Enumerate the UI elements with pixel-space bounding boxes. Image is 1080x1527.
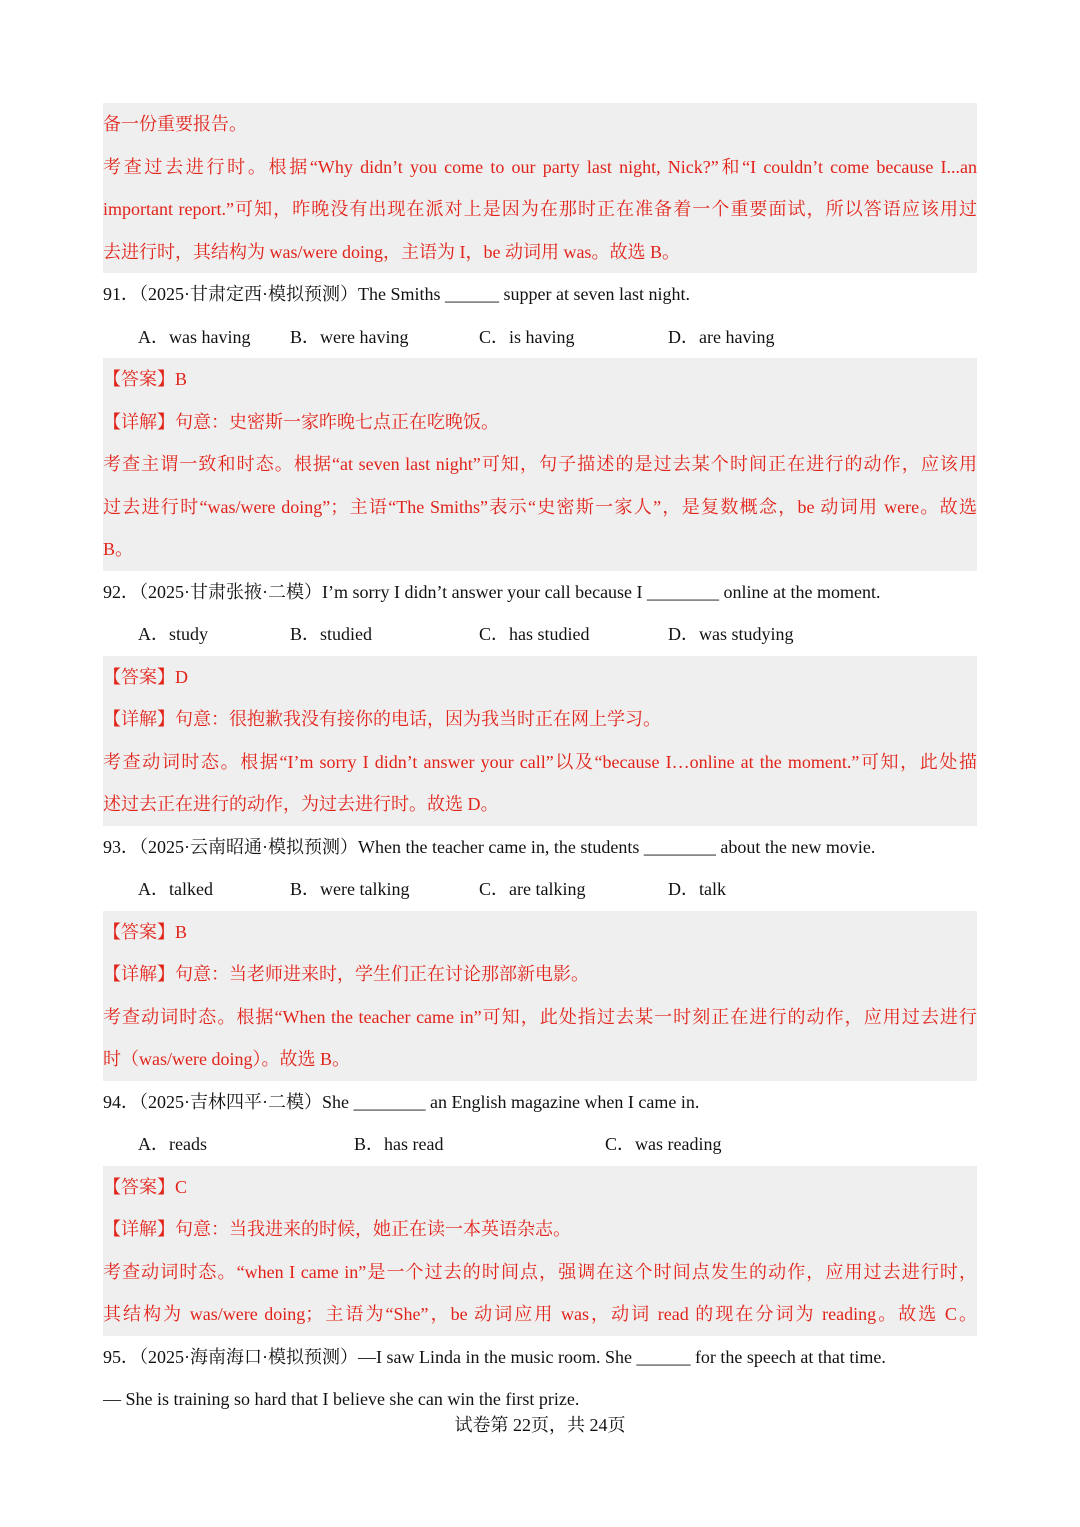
detail-text: 【详解】句意：很抱歉我没有接你的电话，因为我当时正在网上学习。	[103, 709, 661, 729]
option-d: D．talk	[668, 879, 726, 899]
option-a: A．talked	[138, 879, 213, 899]
explanation-line: 时（was/were doing）。故选 B。	[103, 1049, 350, 1069]
question-92	[103, 571, 977, 826]
explanation-line: 考查动词时态。“when I came in”是一个过去的时间点，强调在这个时间点发生的动作，应用过去进行时，	[103, 1261, 977, 1282]
answer-block	[103, 1166, 977, 1336]
question-stem: 91．（2025·甘肃定西·模拟预测）The Smiths ______ supper at seven last night.	[103, 284, 690, 304]
explanation-line: 考查动词时态。根据“When the teacher came in”可知，此处指过去某一时刻正在进行的动作，应用过去进行	[103, 1006, 977, 1027]
option-d: D．are having	[668, 326, 775, 347]
option-b: B．were having	[290, 326, 409, 347]
dialogue-reply: — She is training so hard that I believe she can win the first prize.	[103, 1389, 580, 1409]
option-c: C．are talking	[479, 879, 586, 899]
question-95	[103, 1336, 977, 1421]
detail-text: 【详解】句意：当老师进来时，学生们正在讨论那部新电影。	[103, 964, 589, 984]
question-94	[103, 1081, 977, 1336]
page-content	[103, 103, 977, 1421]
options-row	[103, 613, 977, 656]
prev-line: 备一份重要报告。	[103, 114, 247, 134]
prev-line: 考查过去进行时。根据“Why didn’t you come to our party last night, Nick?”和“I couldn’t come because I...an	[103, 156, 977, 177]
option-d: D．was studying	[668, 624, 794, 644]
answer-label: 【答案】C	[103, 1176, 188, 1197]
option-a: A．was having	[138, 326, 251, 347]
explanation-line: B。	[103, 539, 134, 559]
options-row	[103, 316, 977, 359]
answer-block	[103, 358, 977, 571]
explanation-line: 过去进行时“was/were doing”；主语“The Smiths”表示“史密斯一家人”，是复数概念，be 动词用 were。故选	[103, 496, 977, 517]
prev-explanation-block	[103, 103, 977, 273]
question-stem: 95．（2025·海南海口·模拟预测）—I saw Linda in the music room. She ______ for the speech at that time.	[103, 1346, 886, 1367]
explanation-line: 考查主谓一致和时态。根据“at seven last night”可知，句子描述的是过去某个时间正在进行的动作，应该用	[103, 454, 977, 474]
option-c: C．is having	[479, 326, 575, 347]
prev-line: important report.”可知，昨晚没有出现在派对上是因为在那时正在准备着一个重要面试，所以答语应该用过	[103, 199, 977, 219]
option-a: A．reads	[138, 1134, 207, 1154]
explanation-line: 其结构为 was/were doing；主语为“She”，be 动词应用 was，动词 read 的现在分词为 reading。故选 C。	[103, 1304, 977, 1324]
option-b: B．studied	[290, 624, 373, 644]
options-row	[103, 1123, 977, 1166]
detail-text: 【详解】句意：当我进来的时候，她正在读一本英语杂志。	[103, 1219, 571, 1239]
option-c: C．has studied	[479, 624, 590, 644]
explanation-line: 考查动词时态。根据“I’m sorry I didn’t answer your call”以及“because I…online at the moment.”可知，此处描	[103, 751, 977, 772]
question-stem: 93．（2025·云南昭通·模拟预测）When the teacher came in, the students ________ about the new movie.	[103, 836, 876, 857]
question-91	[103, 273, 977, 571]
answer-block	[103, 911, 977, 1081]
option-b: B．has read	[354, 1134, 444, 1154]
detail-text: 【详解】句意：史密斯一家昨晚七点正在吃晚饭。	[103, 411, 499, 432]
option-c: C．was reading	[605, 1134, 722, 1154]
question-stem: 94．（2025·吉林四平·二模）She ________ an English magazine when I came in.	[103, 1091, 700, 1112]
options-row	[103, 868, 977, 911]
option-a: A．study	[138, 624, 209, 644]
answer-label: 【答案】B	[103, 369, 188, 389]
explanation-line: 述过去正在进行的动作，为过去进行时。故选 D。	[103, 794, 499, 814]
option-b: B．were talking	[290, 879, 410, 899]
page-footer: 试卷第 22页，共 24页	[454, 1415, 626, 1435]
answer-label: 【答案】B	[103, 921, 188, 942]
answer-label: 【答案】D	[103, 666, 188, 687]
question-93	[103, 826, 977, 1081]
prev-line: 去进行时，其结构为 was/were doing，主语为 I，be 动词用 was。故选 B。	[103, 241, 680, 262]
answer-block	[103, 656, 977, 826]
question-stem: 92．（2025·甘肃张掖·二模）I’m sorry I didn’t answer your call because I ________ online at the moment.	[103, 581, 881, 602]
